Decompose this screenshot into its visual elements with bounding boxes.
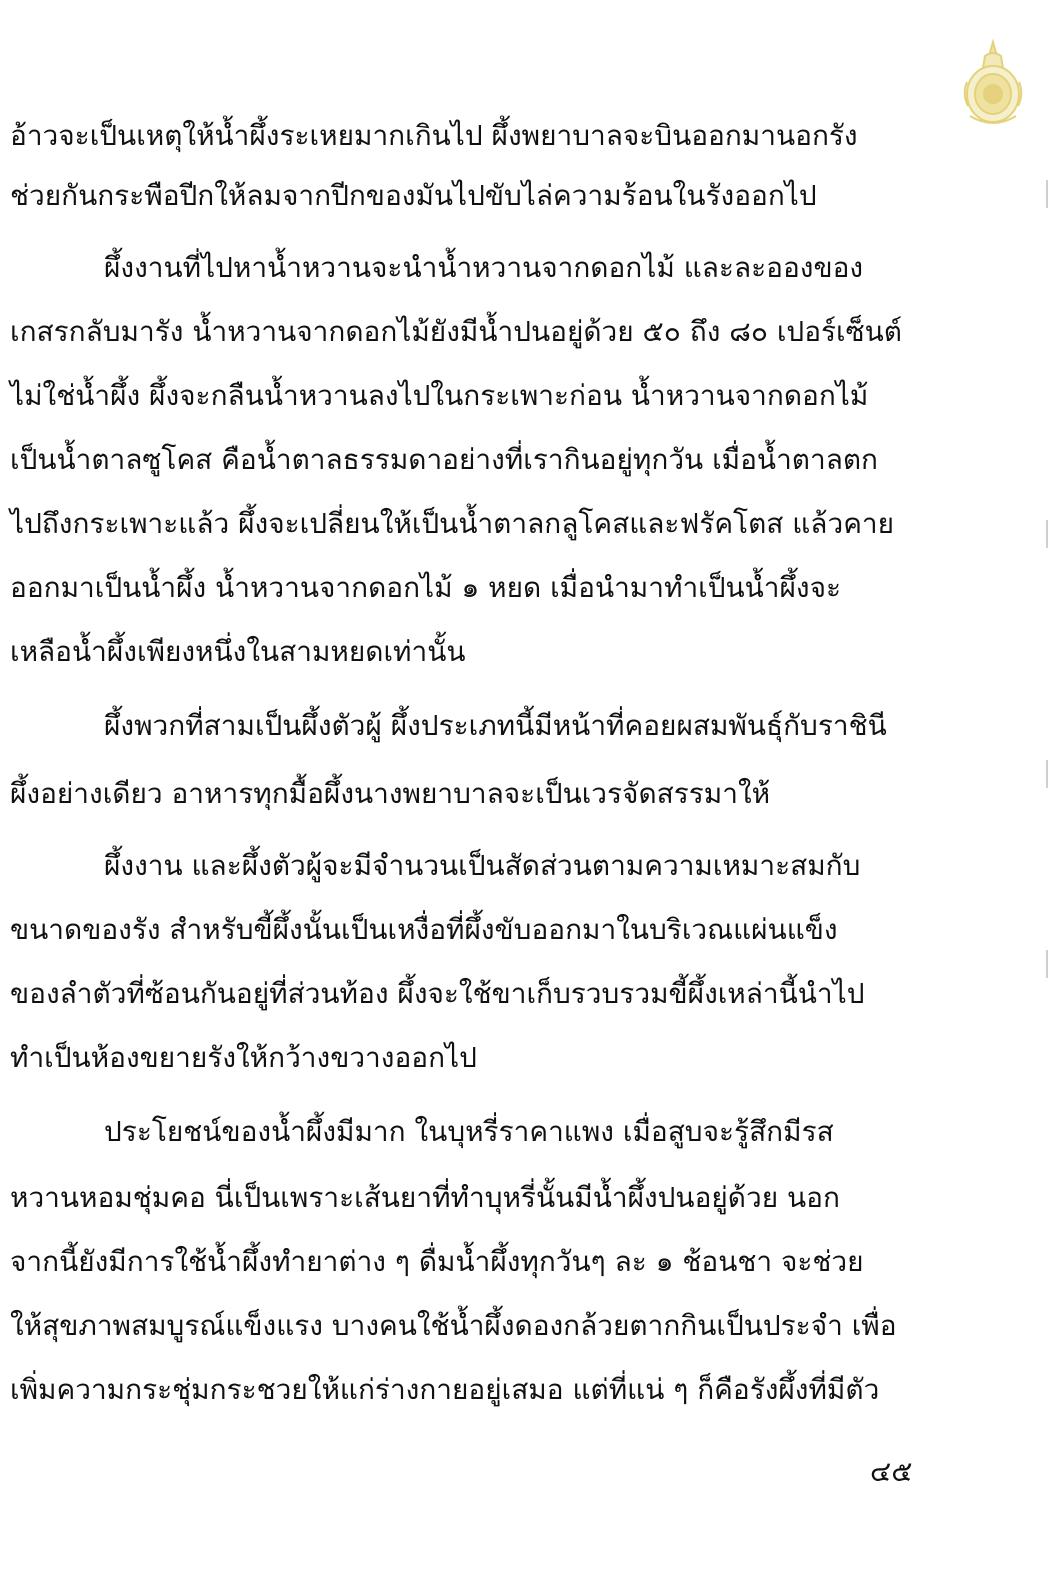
paragraph-first-line: ประโยชน์ของน้ำผึ้งมีมาก ในบุหรี่ราคาแพง เมื่อสูบจะรู้สึกมีรส bbox=[104, 1115, 834, 1148]
text-line: อ้าวจะเป็นเหตุให้น้ำผึ้งระเหยมากเกินไป ผึ้งพยาบาลจะบินออกมานอกรัง bbox=[10, 119, 858, 152]
scan-edge-mark bbox=[1046, 180, 1048, 208]
text-line: ของลำตัวที่ซ้อนกันอยู่ที่ส่วนท้อง ผึ้งจะใช้ขาเก็บรวบรวมขี้ผึ้งเหล่านี้นำไป bbox=[10, 977, 865, 1010]
text-line: ผึ้งอย่างเดียว อาหารทุกมื้อผึ้งนางพยาบาลจะเป็นเวรจัดสรรมาให้ bbox=[10, 777, 771, 810]
text-line: ไม่ใช่น้ำผึ้ง ผึ้งจะกลืนน้ำหวานลงไปในกระเพาะก่อน น้ำหวานจากดอกไม้ bbox=[10, 379, 869, 412]
text-line: ให้สุขภาพสมบูรณ์แข็งแรง บางคนใช้น้ำผึ้งดองกล้วยตากกินเป็นประจำ เพื่อ bbox=[10, 1309, 897, 1342]
text-line: ออกมาเป็นน้ำผึ้ง น้ำหวานจากดอกไม้ ๑ หยด เมื่อนำมาทำเป็นน้ำผึ้งจะ bbox=[10, 571, 842, 604]
paragraph-first-line: ผึ้งงานที่ไปหาน้ำหวานจะนำน้ำหวานจากดอกไม้ และละอองของ bbox=[104, 251, 864, 284]
page-number: ๔๕ bbox=[870, 1455, 913, 1488]
text-line: ไปถึงกระเพาะแล้ว ผึ้งจะเปลี่ยนให้เป็นน้ำตาลกลูโคสและฟรัคโตส แล้วคาย bbox=[10, 507, 895, 540]
text-line: เกสรกลับมารัง น้ำหวานจากดอกไม้ยังมีน้ำปนอยู่ด้วย ๕๐ ถึง ๘๐ เปอร์เซ็นต์ bbox=[10, 315, 902, 348]
text-line: ขนาดของรัง สำหรับขี้ผึ้งนั้นเป็นเหงื่อที่ผึ้งขับออกมาในบริเวณแผ่นแข็ง bbox=[10, 913, 838, 946]
text-line: เป็นน้ำตาลซูโคส คือน้ำตาลธรรมดาอย่างที่เรากินอยู่ทุกวัน เมื่อน้ำตาลตก bbox=[10, 443, 878, 476]
text-line: ทำเป็นห้องขยายรังให้กว้างขวางออกไป bbox=[10, 1041, 477, 1074]
text-line: หวานหอมชุ่มคอ นี่เป็นเพราะเส้นยาที่ทำบุหรี่นั้นมีน้ำผึ้งปนอยู่ด้วย นอก bbox=[10, 1181, 840, 1214]
text-line: เพิ่มความกระชุ่มกระชวยให้แก่ร่างกายอยู่เสมอ แต่ที่แน่ ๆ ก็คือรังผึ้งที่มีตัว bbox=[10, 1373, 880, 1406]
text-line: จากนี้ยังมีการใช้น้ำผึ้งทำยาต่าง ๆ ดื่มน้ำผึ้งทุกวันๆ ละ ๑ ช้อนชา จะช่วย bbox=[10, 1245, 864, 1278]
royal-emblem-icon bbox=[958, 38, 1028, 130]
text-line: ช่วยกันกระพือปีกให้ลมจากปีกของมันไปขับไล่ความร้อนในรังออกไป bbox=[10, 179, 817, 212]
scan-edge-mark bbox=[1046, 760, 1048, 788]
paragraph-first-line: ผึ้งงาน และผึ้งตัวผู้จะมีจำนวนเป็นสัดส่วนตามความเหมาะสมกับ bbox=[104, 849, 861, 882]
scan-edge-mark bbox=[1046, 520, 1048, 548]
scan-edge-mark bbox=[1046, 950, 1048, 978]
text-line: เหลือน้ำผึ้งเพียงหนึ่งในสามหยดเท่านั้น bbox=[10, 635, 466, 668]
paragraph-first-line: ผึ้งพวกที่สามเป็นผึ้งตัวผู้ ผึ้งประเภทนี้มีหน้าที่คอยผสมพันธุ์กับราชินี bbox=[104, 709, 887, 742]
